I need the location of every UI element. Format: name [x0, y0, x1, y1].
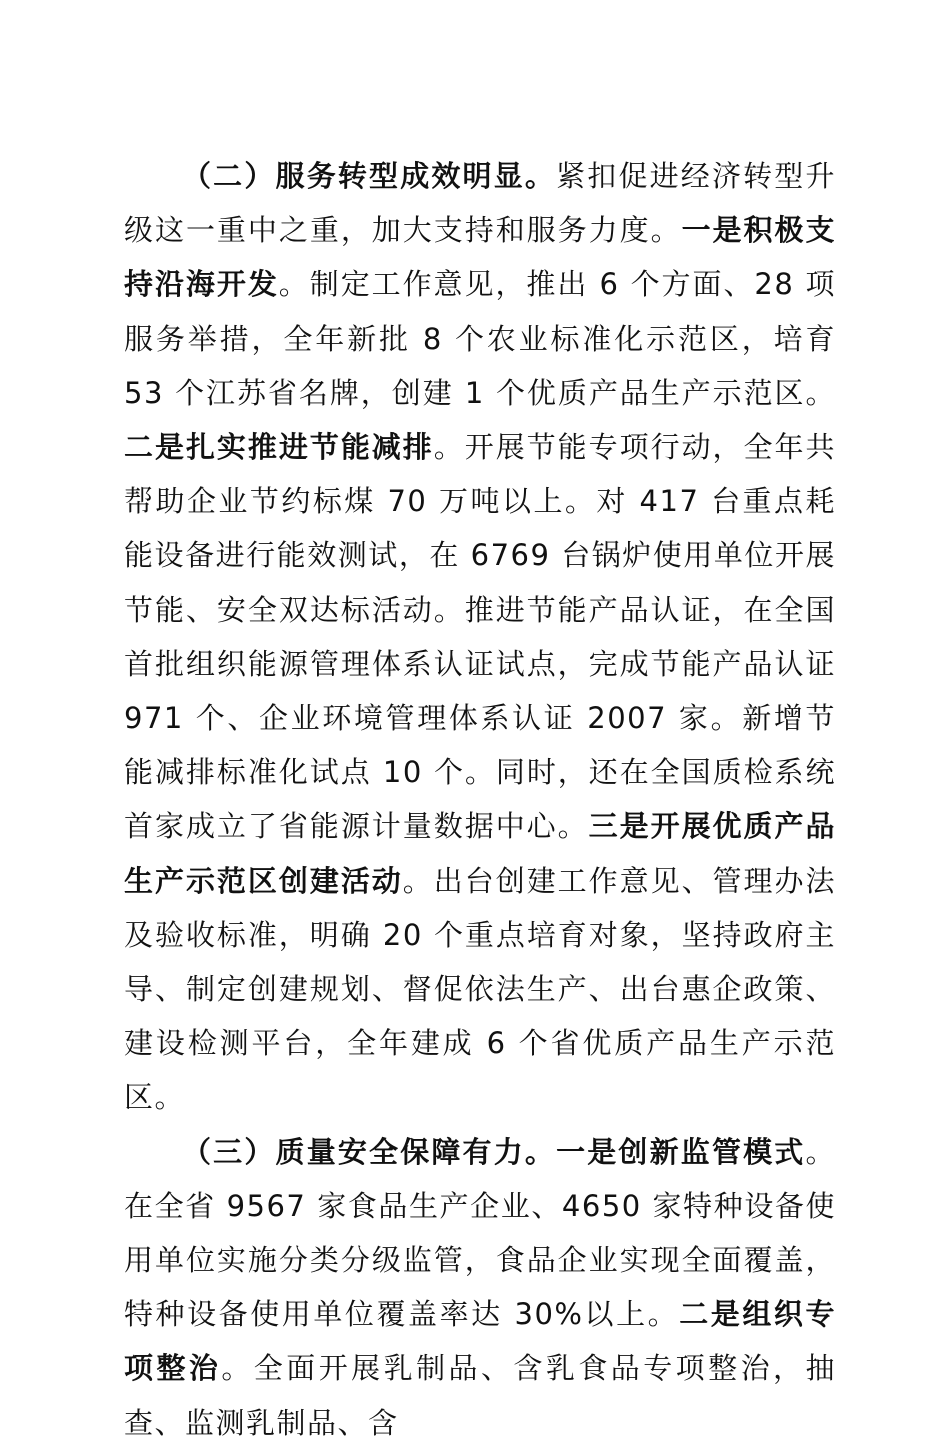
document-body [124, 149, 836, 1450]
body-text: 。制定工作意见，推出 6 个方面、28 项服务举措，全年新批 8 个农业标准化示范区，培育 53 个江苏省名牌，创建 1 个优质产品生产示范区。 [124, 267, 836, 410]
subheading-energy-saving: 二是扎实推进节能减排 [124, 430, 434, 465]
paragraph-service-transformation [124, 149, 836, 1125]
paragraph-quality-safety [124, 1125, 836, 1450]
body-text: 。出台创建工作意见、管理办法及验收标准，明确 20 个重点培育对象，坚持政府主导、制定创建规划、督促依法生产、出台惠企政策、建设检测平台，全年建成 6 个省优质产品生产示范区。 [124, 863, 836, 1115]
body-text: 。在全省 9567 家食品生产企业、4650 家特种设备使用单位实施分类分级监管，食品企业实现全面覆盖，特种设备使用单位覆盖率达 30%以上。 [124, 1134, 836, 1332]
subheading-special-rectification: 二是组织专项整治 [124, 1297, 836, 1386]
subheading-coastal-development: 一是积极支持沿海开发 [124, 213, 836, 302]
subheading-supervision-mode: 一是创新监管模式 [556, 1134, 806, 1169]
body-text: 。全面开展乳制品、含乳食品专项整治，抽查、监测乳制品、含 [124, 1351, 836, 1440]
body-text: 紧扣促进经济转型升级这一重中之重，加大支持和服务力度。 [124, 159, 836, 248]
heading-quality-safety: （三）质量安全保障有力。 [182, 1134, 557, 1169]
subheading-quality-demo-zone: 三是开展优质产品生产示范区创建活动 [124, 809, 836, 898]
body-text: 。开展节能专项行动，全年共帮助企业节约标煤 70 万吨以上。对 417 台重点耗能设备进行能效测试，在 6769 台锅炉使用单位开展节能、安全双达标活动。推进节能产品认证，在全国首批组织能源管理体系认证试点，完成节能产品认证 971 个、企业环境管理体系认证 2007 家。新增节能减排标准化试点 10 个。同时，还在全国质检系统首家成立了省能源计量数据中心。 [124, 430, 836, 844]
heading-service-transformation: （二）服务转型成效明显。 [182, 159, 557, 193]
